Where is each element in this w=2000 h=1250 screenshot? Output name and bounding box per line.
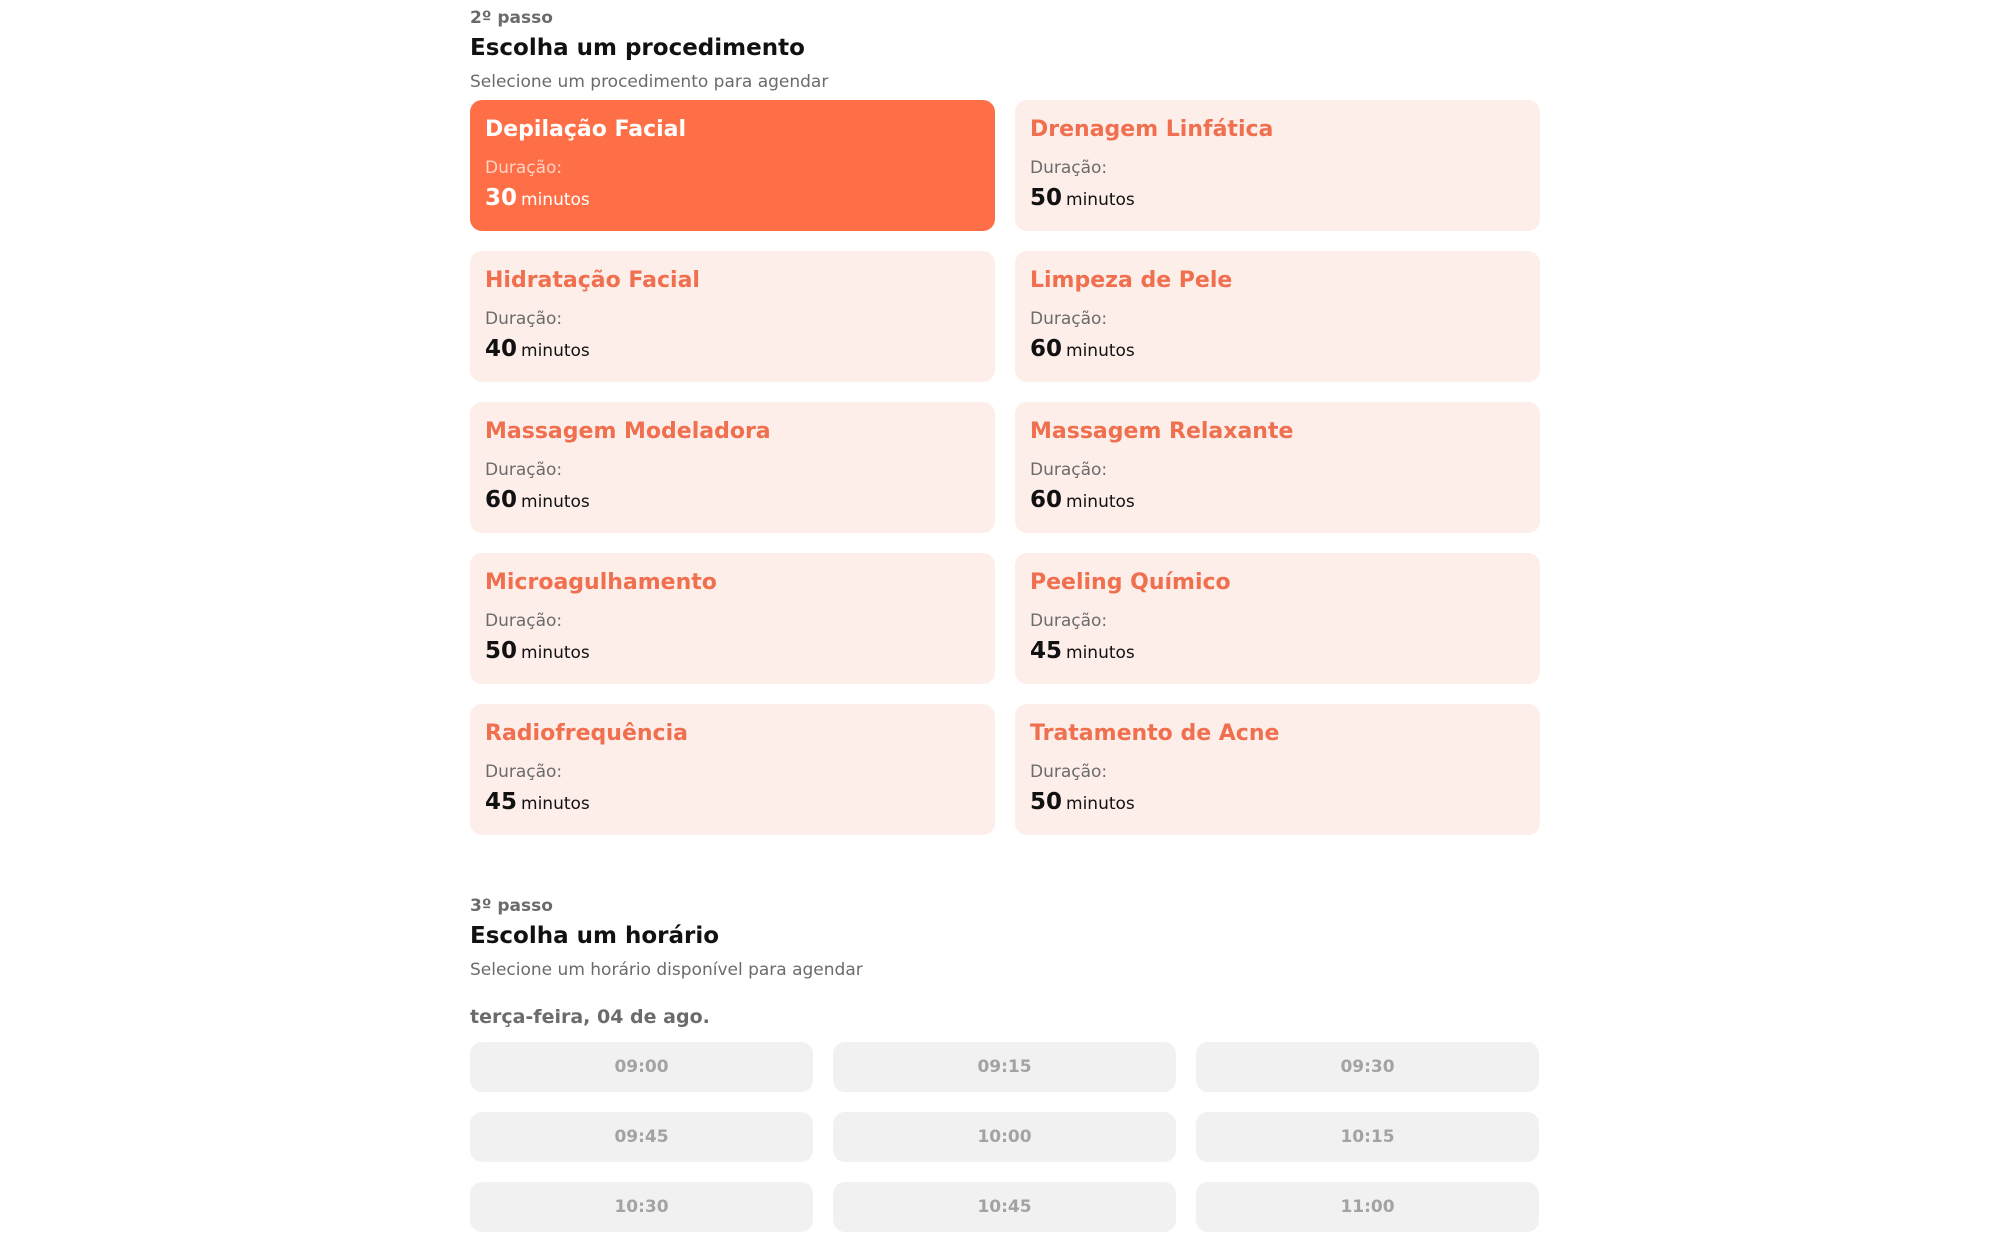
- duration: [1030, 185, 1525, 211]
- procedure-name: Microagulhamento: [485, 570, 717, 595]
- duration-label: Duração:: [1030, 460, 1108, 480]
- duration-value: 45: [485, 789, 518, 815]
- duration: [485, 336, 980, 362]
- section-subtitle: Selecione um procedimento para agendar: [470, 72, 829, 92]
- duration-unit: minutos: [521, 190, 590, 210]
- procedure-name: Limpeza de Pele: [1030, 268, 1233, 293]
- time-slot[interactable]: 09:15: [833, 1042, 1176, 1092]
- duration: [1030, 487, 1525, 513]
- duration-unit: minutos: [521, 643, 590, 663]
- duration-value: 50: [1030, 789, 1063, 815]
- duration-value: 60: [485, 487, 518, 513]
- time-slot-grid: [470, 1042, 1540, 1232]
- procedure-card-peeling-quimico[interactable]: [1015, 553, 1540, 684]
- procedure-card-hidratacao-facial[interactable]: [470, 251, 995, 382]
- duration-value: 45: [1030, 638, 1063, 664]
- time-step: [470, 896, 1540, 1232]
- procedure-card-radiofrequencia[interactable]: [470, 704, 995, 835]
- section-subtitle: Selecione um horário disponível para agendar: [470, 960, 863, 980]
- time-slot[interactable]: 09:45: [470, 1112, 813, 1162]
- duration-label: Duração:: [1030, 309, 1108, 329]
- duration-label: Duração:: [1030, 611, 1108, 631]
- time-slot[interactable]: 09:30: [1196, 1042, 1539, 1092]
- step-label: 3º passo: [470, 896, 553, 916]
- step-label: 2º passo: [470, 8, 553, 28]
- procedure-name: Depilação Facial: [485, 117, 687, 142]
- duration-unit: minutos: [1066, 643, 1135, 663]
- duration-unit: minutos: [521, 794, 590, 814]
- procedure-step: [470, 8, 1540, 815]
- procedure-name: Peeling Químico: [1030, 570, 1231, 595]
- procedure-card-massagem-modeladora[interactable]: [470, 402, 995, 533]
- procedure-card-depilacao-facial[interactable]: [470, 100, 995, 231]
- procedure-name: Massagem Modeladora: [485, 419, 771, 444]
- procedure-grid: [470, 100, 1540, 835]
- duration: [1030, 789, 1525, 815]
- duration-value: 50: [485, 638, 518, 664]
- duration-unit: minutos: [1066, 341, 1135, 361]
- duration-label: Duração:: [1030, 158, 1108, 178]
- duration-unit: minutos: [1066, 492, 1135, 512]
- duration: [1030, 638, 1525, 664]
- duration-value: 50: [1030, 185, 1063, 211]
- duration-value: 60: [1030, 487, 1063, 513]
- procedure-name: Tratamento de Acne: [1030, 721, 1280, 746]
- procedure-card-drenagem-linfatica[interactable]: [1015, 100, 1540, 231]
- procedure-name: Hidratação Facial: [485, 268, 700, 293]
- duration-label: Duração:: [485, 762, 563, 782]
- date-label: terça-feira, 04 de ago.: [470, 1006, 710, 1028]
- duration-label: Duração:: [485, 309, 563, 329]
- procedure-name: Drenagem Linfática: [1030, 117, 1274, 142]
- duration-value: 40: [485, 336, 518, 362]
- procedure-card-tratamento-de-acne[interactable]: [1015, 704, 1540, 835]
- duration-label: Duração:: [485, 460, 563, 480]
- time-slot[interactable]: 10:15: [1196, 1112, 1539, 1162]
- time-slot[interactable]: 09:00: [470, 1042, 813, 1092]
- section-title: Escolha um procedimento: [470, 35, 805, 61]
- time-slot[interactable]: 10:45: [833, 1182, 1176, 1232]
- duration-value: 60: [1030, 336, 1063, 362]
- duration: [1030, 336, 1525, 362]
- section-title: Escolha um horário: [470, 923, 720, 949]
- time-slot[interactable]: 10:00: [833, 1112, 1176, 1162]
- duration: [485, 789, 980, 815]
- duration: [485, 185, 980, 211]
- duration-unit: minutos: [1066, 190, 1135, 210]
- duration-unit: minutos: [1066, 794, 1135, 814]
- duration-unit: minutos: [521, 341, 590, 361]
- duration-value: 30: [485, 185, 518, 211]
- time-slot[interactable]: 10:30: [470, 1182, 813, 1232]
- procedure-card-limpeza-de-pele[interactable]: [1015, 251, 1540, 382]
- duration-label: Duração:: [485, 611, 563, 631]
- duration-label: Duração:: [485, 158, 563, 178]
- procedure-name: Radiofrequência: [485, 721, 688, 746]
- duration: [485, 638, 980, 664]
- duration: [485, 487, 980, 513]
- procedure-name: Massagem Relaxante: [1030, 419, 1294, 444]
- procedure-card-massagem-relaxante[interactable]: [1015, 402, 1540, 533]
- procedure-card-microagulhamento[interactable]: [470, 553, 995, 684]
- time-slot[interactable]: 11:00: [1196, 1182, 1539, 1232]
- duration-unit: minutos: [521, 492, 590, 512]
- duration-label: Duração:: [1030, 762, 1108, 782]
